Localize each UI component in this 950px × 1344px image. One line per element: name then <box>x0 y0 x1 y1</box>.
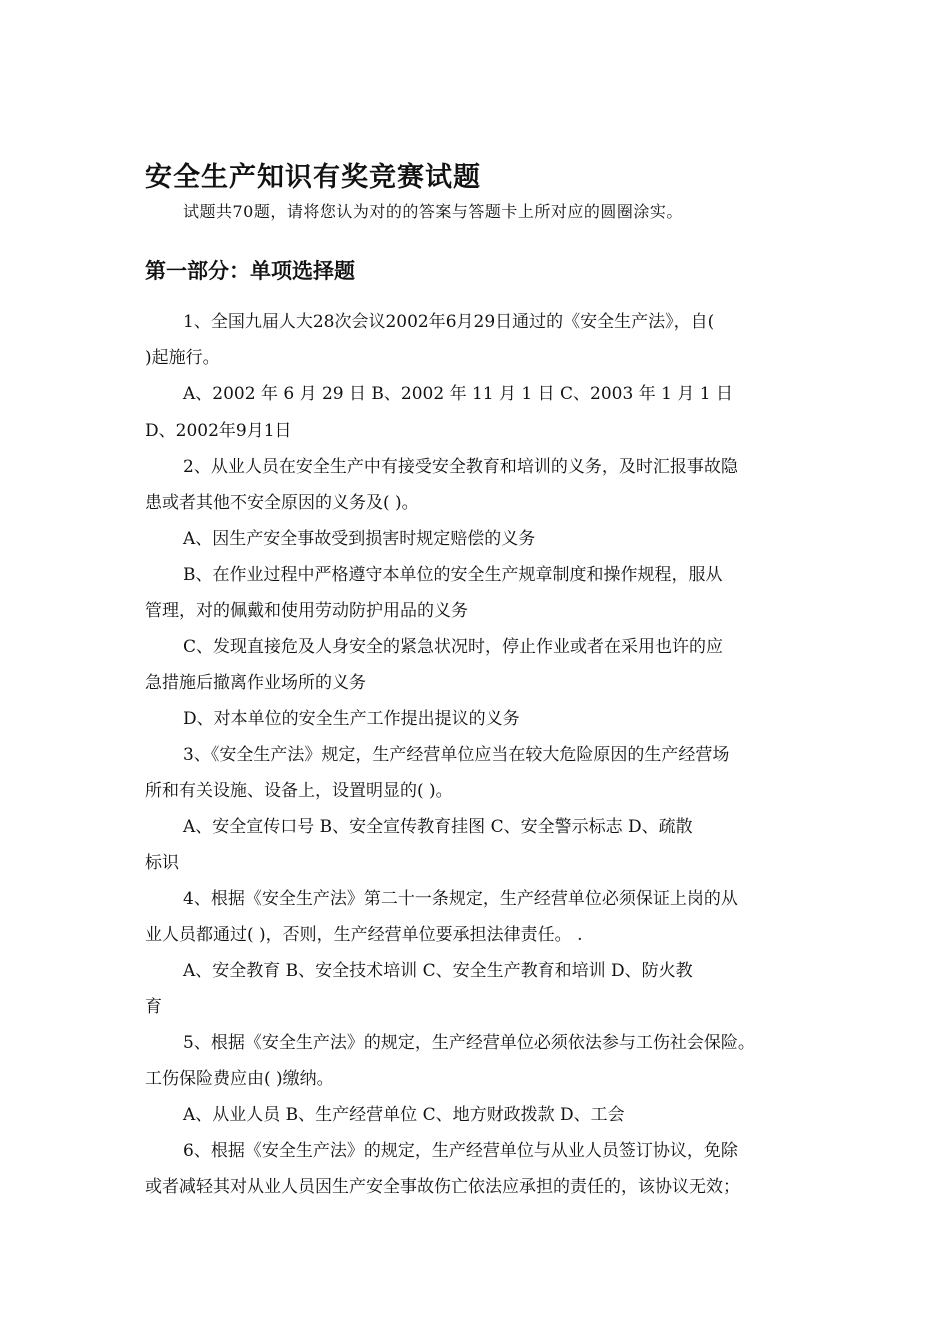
q2-stem: 2、从业人员在安全生产中有接受安全教育和培训的义务，及时汇报事故隐 <box>183 457 738 477</box>
q2-option-d: D、对本单位的安全生产工作提出提议的义务 <box>183 709 520 729</box>
q4-options-cont: 育 <box>145 997 162 1017</box>
q1-options: A、2002 年 6 月 29 日 B、2002 年 11 月 1 日 C、2003 年 1 月 1 日 <box>183 384 733 404</box>
q5-options: A、从业人员 B、生产经营单位 C、地方财政拨款 D、工会 <box>183 1105 625 1125</box>
q2-option-b: B、在作业过程中严格遵守本单位的安全生产规章制度和操作规程，服从 <box>183 565 723 585</box>
q3-options: A、安全宣传口号 B、安全宣传教育挂图 C、安全警示标志 D、疏散 <box>183 817 693 837</box>
q6-stem: 6、根据《安全生产法》的规定，生产经营单位与从业人员签订协议，免除 <box>183 1141 738 1161</box>
q6-stem-cont: 或者减轻其对从业人员因生产安全事故伤亡依法应承担的责任的，该协议无效； <box>145 1177 740 1197</box>
q3-stem: 3、《安全生产法》规定，生产经营单位应当在较大危险原因的生产经营场 <box>183 745 730 765</box>
q1-stem: 1、全国九届人大28次会议2002年6月29日通过的《安全生产法》，自( <box>183 312 715 332</box>
section-title: 第一部分：单项选择题 <box>145 259 355 283</box>
q3-options-cont: 标识 <box>145 853 179 873</box>
q3-stem-cont: 所和有关设施、设备上，设置明显的( )。 <box>145 781 453 801</box>
q2-option-c-cont: 急措施后撤离作业场所的义务 <box>145 673 366 693</box>
q4-options: A、安全教育 B、安全技术培训 C、安全生产教育和培训 D、防火教 <box>183 961 693 981</box>
q5-stem: 5、根据《安全生产法》的规定，生产经营单位必须依法参与工伤社会保险。 <box>183 1033 755 1053</box>
q1-option-d: D、2002年9月1日 <box>145 421 292 441</box>
intro-text: 试题共70题，请将您认为对的的答案与答题卡上所对应的圆圈涂实。 <box>183 202 683 221</box>
q2-stem-cont: 患或者其他不安全原因的义务及( )。 <box>145 493 419 513</box>
q4-stem-cont: 业人员都通过( )，否则，生产经营单位要承担法律责任。 . <box>145 925 583 945</box>
q2-option-b-cont: 管理，对的佩戴和使用劳动防护用品的义务 <box>145 601 468 621</box>
document-title: 安全生产知识有奖竞赛试题 <box>145 162 481 193</box>
q2-option-a: A、因生产安全事故受到损害时规定赔偿的义务 <box>183 529 536 549</box>
q2-option-c: C、发现直接危及人身安全的紧急状况时，停止作业或者在采用也许的应 <box>183 637 724 657</box>
q4-stem: 4、根据《安全生产法》第二十一条规定，生产经营单位必须保证上岗的从 <box>183 889 738 909</box>
q5-stem-cont: 工伤保险费应由( )缴纳。 <box>145 1069 334 1089</box>
q1-stem-cont: )起施行。 <box>145 348 220 368</box>
